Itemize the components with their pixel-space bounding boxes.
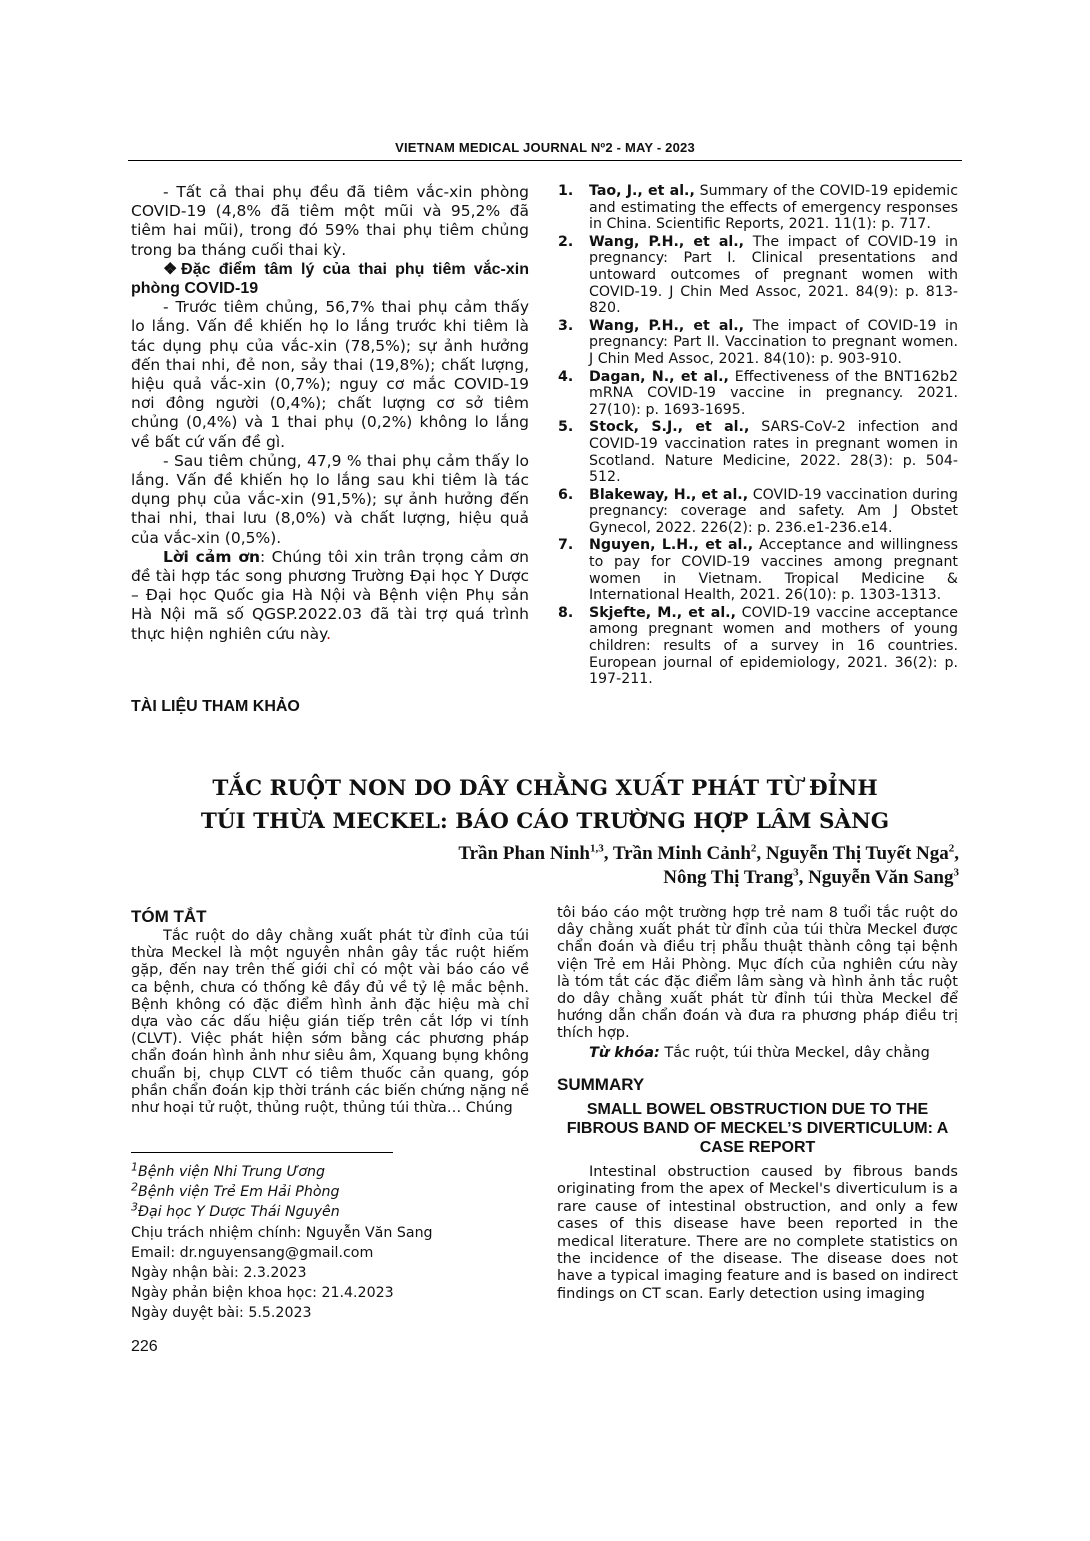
author-name: Nông Thị Trang xyxy=(663,867,794,888)
author-separator: , xyxy=(756,843,766,864)
reference-authors: Stock, S.J., et al., xyxy=(589,419,750,436)
keywords-text: Tắc ruột, túi thừa Meckel, dây chằng xyxy=(659,1045,930,1061)
keywords xyxy=(557,1045,958,1062)
reference-number: 6. xyxy=(558,486,574,503)
reference-text: Effectiveness of the BNT162b2 mRNA COVID-19 vaccine in pregnancy. 2021. 27(10): p. 1693-1695. xyxy=(589,368,958,418)
author-affiliation: 3 xyxy=(953,866,959,879)
author-name: Nguyễn Thị Tuyết Nga xyxy=(765,843,949,864)
reference-authors: Blakeway, H., et al., xyxy=(589,486,749,503)
acknowledgement-text: : Chúng tôi xin trân trọng cảm ơn đề tài hợp tác song phương Trường Đại học Y Dược – Đại học Quốc gia Hà Nội và Bệnh viện Phụ sản Hà Nội mã số QGSP.2022.03 đã tài trợ quá trình thực hiện nghiên cứu này xyxy=(131,547,529,643)
reference-number: 3. xyxy=(558,317,574,334)
affiliation-number: 1 xyxy=(131,1160,138,1174)
article-title-line-2: TÚI THỪA MECKEL: BÁO CÁO TRƯỜNG HỢP LÂM SÀNG xyxy=(200,809,890,834)
footnote-rule xyxy=(131,1152,393,1153)
reference-text: SARS-CoV-2 infection and COVID-19 vaccination rates in pregnant women in Scotland. Nature Medicine, 2022. 28(3): p. 504-512. xyxy=(589,419,958,486)
reference-item xyxy=(558,183,958,233)
conclusion-subheading: ❖Đặc điểm tâm lý của thai phụ tiêm vắc-xin phòng COVID-19 xyxy=(131,260,529,298)
author-separator: , xyxy=(603,843,613,864)
conclusion-paragraph-3: - Sau tiêm chủng, 47,9 % thai phụ cảm thấy lo lắng. Vấn đề khiến họ lo lắng sau khi tiêm là tác dụng phụ của vắc-xin (91,5%); sự ảnh hưởng đến thai nhi, thai lưu (8,0%) và chất lượng, hiệu quả của vắc-xin (0,5%). xyxy=(131,451,529,547)
summary-title: SMALL BOWEL OBSTRUCTION DUE TO THE FIBROUS BAND OF MECKEL’S DIVERTICULUM: A CASE REPORT xyxy=(566,1101,949,1156)
author-affiliation: 2 xyxy=(948,842,955,855)
footnotes xyxy=(131,1162,529,1324)
author-separator: , xyxy=(954,843,959,864)
conclusion-paragraph-2: - Trước tiêm chủng, 56,7% thai phụ cảm thấy lo lắng. Vấn đề khiến họ lo lắng trước khi tiêm là tác dụng phụ của vắc-xin (78,5%); sự ảnh hưởng đến thai nhi, đẻ non, sảy thai (19,8%); chất lượng, hiệu quả vắc-xin (0,7%); nguy cơ mắc COVID-19 nơi đông người (0,4%); chất lượng cơ sở tiêm chủng (0,4%) và 1 thai phụ (0,2%) không lo lắng về bất cứ vấn đề gì. xyxy=(131,298,529,451)
keywords-label: Từ khóa: xyxy=(589,1045,660,1061)
reference-item xyxy=(558,487,958,537)
reference-item xyxy=(558,318,958,368)
conclusion-paragraph-1: - Tất cả thai phụ đều đã tiêm vắc-xin phòng COVID-19 (4,8% đã tiêm một mũi và 95,2% đã tiêm hai mũi), trong đó 59% thai phụ tiêm chủng trong ba tháng cuối thai kỳ. xyxy=(131,183,529,259)
reference-authors: Wang, P.H., et al., xyxy=(589,317,745,334)
reference-authors: Skjefte, M., et al., xyxy=(589,604,736,621)
reference-number: 5. xyxy=(558,419,574,436)
reference-item xyxy=(558,605,958,688)
reference-text: The impact of COVID-19 in pregnancy: Part II. Vaccination to pregnant women. J Chin Med Assoc, 2021. 84(10): p. 903-910. xyxy=(589,317,958,367)
reference-number: 8. xyxy=(558,604,574,621)
received-date: Ngày nhận bài: 2.3.2023 xyxy=(131,1265,307,1282)
accepted-date: Ngày duyệt bài: 5.5.2023 xyxy=(131,1305,312,1322)
header-rule xyxy=(128,160,962,161)
review-date: Ngày phản biện khoa học: 21.4.2023 xyxy=(131,1285,394,1302)
reference-text: The impact of COVID-19 in pregnancy: Part I. Clinical presentations and untoward outcomes of pregnant women with COVID-19. J Chin Med Assoc, 2021. 84(9): p. 813-820. xyxy=(589,233,958,317)
email: Email: dr.nguyensang@gmail.com xyxy=(131,1244,374,1261)
acknowledgement xyxy=(131,548,529,644)
author-line-2 xyxy=(663,866,959,890)
references-heading: TÀI LIỆU THAM KHẢO xyxy=(131,698,300,715)
author-affiliation: 1,3 xyxy=(590,842,604,855)
affiliation-text: Bệnh viện Nhi Trung Ương xyxy=(138,1164,326,1180)
journal-header: VIETNAM MEDICAL JOURNAL Nº2 - MAY - 2023 xyxy=(395,140,695,155)
affiliation-text: Đại học Y Dược Thái Nguyên xyxy=(138,1204,340,1221)
acknowledgement-label: Lời cảm ơn xyxy=(163,547,261,566)
affiliation-number: 2 xyxy=(131,1180,138,1194)
affiliation-2 xyxy=(131,1182,529,1202)
reference-authors: Tao, J., et al., xyxy=(589,183,695,199)
affiliation-text: Bệnh viện Trẻ Em Hải Phòng xyxy=(138,1184,340,1201)
abstract-text-left: Tắc ruột do dây chằng xuất phát từ đỉnh của túi thừa Meckel là một nguyên nhân gây tắc ruột hiếm gặp, đến nay trên thế giới chỉ có một vài báo cáo về ca bệnh, chưa có thống kê đầy đủ về tỷ lệ mắc bệnh. Bệnh không có đặc điểm hình ảnh đặc hiệu mà chỉ dựa vào các dấu hiệu gián tiếp trên cắt lớp vi tính (CLVT). Việc phát hiện sớm bằng các phương pháp chẩn đoán hình ảnh như siêu âm, Xquang bụng không chuẩn bị, chụp CLVT có tiêm thuốc cản quang, góp phần chẩn đoán kịp thời tránh các biến chứng nặng nề như hoại tử ruột, thủng ruột, thủng túi thừa… Chúng xyxy=(131,928,529,1117)
reference-item xyxy=(558,234,958,317)
reference-item xyxy=(558,419,958,485)
reference-item xyxy=(558,369,958,419)
reference-authors: Wang, P.H., et al., xyxy=(589,233,745,250)
author-separator: , xyxy=(798,867,809,888)
reference-number: 2. xyxy=(558,233,574,250)
reference-item xyxy=(558,537,958,603)
author-name: Trần Minh Cảnh xyxy=(612,843,751,864)
reference-text: COVID-19 vaccine acceptance among pregnant women and mothers of young children: results of a survey in 16 countries. European journal of epidemiology, 2021. 36(2): p. 197-211. xyxy=(589,604,958,688)
reference-list xyxy=(558,183,958,689)
reference-number: 4. xyxy=(558,368,574,385)
page-number: 226 xyxy=(131,1338,158,1355)
reference-text: Summary of the COVID-19 epidemic and estimating the effects of emergency responses in China. Scientific Reports, 2021. 11(1): p. 717. xyxy=(589,183,958,233)
summary-text: Intestinal obstruction caused by fibrous bands originating from the apex of Meckel's diverticulum is a rare cause of intestinal obstruction, and only a few cases of this disease have been reported in the medical literature. There are no complete statistics on the incidence of the disease. The disease does not have a typical imaging feature and is based on indirect findings on CT scan. Early detection using imaging xyxy=(557,1164,958,1302)
affiliation-3 xyxy=(131,1202,529,1222)
abstract-heading: TÓM TẮT xyxy=(131,907,207,926)
author-name: Trần Phan Ninh xyxy=(458,843,590,864)
author-line-1 xyxy=(458,842,959,866)
reference-number: 1. xyxy=(558,183,574,199)
affiliation-number: 3 xyxy=(131,1200,138,1214)
abstract-text-right: tôi báo cáo một trường hợp trẻ nam 8 tuổi tắc ruột do dây chằng xuất phát từ đỉnh của túi thừa Meckel được chẩn đoán và điều trị phẫu thuật thành công tại bệnh viện Trẻ em Hải Phòng. Mục đích của nghiên cứu này là tóm tắt các đặc điểm lâm sàng và hình ảnh tắc ruột do dây chằng xuất phát từ đỉnh túi thừa Meckel để hướng dẫn chẩn đoán và đưa ra phương pháp điều trị thích hợp. xyxy=(557,905,958,1042)
reference-authors: Dagan, N., et al., xyxy=(589,368,729,385)
responsible-author: Chịu trách nhiệm chính: Nguyễn Văn Sang xyxy=(131,1224,433,1241)
affiliation-1 xyxy=(131,1162,529,1182)
author-affiliation: 2 xyxy=(750,842,757,855)
acknowledgement-end: . xyxy=(326,624,331,643)
reference-text: Acceptance and willingness to pay for COVID-19 vaccines among pregnant women in Vietnam. Tropical Medicine & International Health, 2021. 26(10): p. 1303-1313. xyxy=(589,537,958,604)
article-title-line-1: TẮC RUỘT NON DO DÂY CHẰNG XUẤT PHÁT TỪ ĐỈNH xyxy=(212,776,878,801)
summary-heading: SUMMARY xyxy=(557,1075,645,1094)
author-affiliation: 3 xyxy=(793,866,799,879)
reference-text: COVID-19 vaccination during pregnancy: coverage and safety. Am J Obstet Gynecol, 2022. 226(2): p. 236.e1-236.e14. xyxy=(589,486,958,536)
previous-article-conclusion xyxy=(131,183,529,644)
author-name: Nguyễn Văn Sang xyxy=(808,867,954,888)
reference-authors: Nguyen, L.H., et al., xyxy=(589,537,754,554)
reference-number: 7. xyxy=(558,537,574,554)
